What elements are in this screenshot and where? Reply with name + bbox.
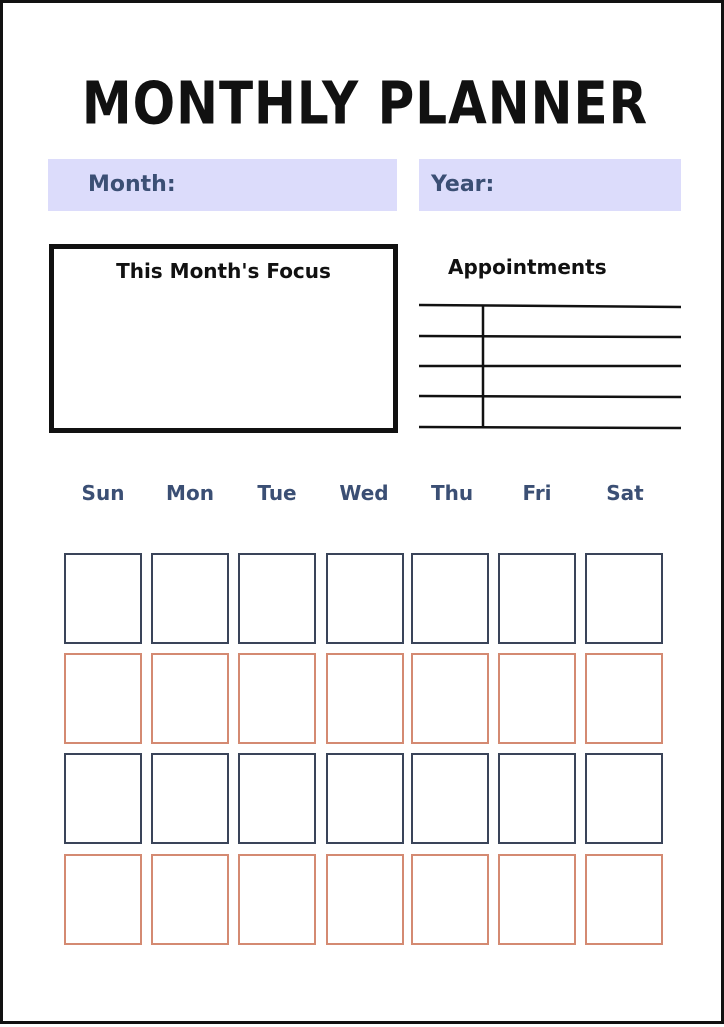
calendar-day-cell[interactable] [151,753,229,844]
calendar-day-cell[interactable] [411,553,489,644]
calendar-day-cell[interactable] [326,753,404,844]
calendar-day-cell[interactable] [585,753,663,844]
calendar-day-cell[interactable] [326,553,404,644]
calendar-day-cell[interactable] [151,854,229,945]
calendar-day-cell[interactable] [64,653,142,744]
weekday-tue: Tue [257,481,297,505]
calendar-day-cell[interactable] [585,854,663,945]
month-field[interactable] [48,159,397,211]
appointment-line [419,427,681,428]
focus-title: This Month's Focus [116,259,331,283]
calendar-day-cell[interactable] [238,553,316,644]
calendar-day-cell[interactable] [64,553,142,644]
weekday-wed: Wed [339,481,389,505]
calendar-day-cell[interactable] [151,553,229,644]
weekday-sat: Sat [606,481,644,505]
calendar-day-cell[interactable] [238,854,316,945]
weekday-fri: Fri [522,481,552,505]
calendar-day-cell[interactable] [151,653,229,744]
calendar-day-cell[interactable] [498,653,576,744]
weekday-thu: Thu [430,481,474,505]
year-label: Year: [431,172,495,197]
appointment-line [419,396,681,397]
page-title: MONTHLY PLANNER [81,69,649,138]
month-label: Month: [88,172,176,197]
calendar-day-cell[interactable] [585,653,663,744]
weekday-header [3,481,724,511]
appointment-line [419,336,681,337]
calendar-day-cell[interactable] [411,653,489,744]
calendar-day-cell[interactable] [498,753,576,844]
weekday-mon: Mon [166,481,214,505]
calendar-day-cell[interactable] [326,854,404,945]
calendar-day-cell[interactable] [238,653,316,744]
calendar-day-cell[interactable] [326,653,404,744]
calendar-day-cell[interactable] [498,854,576,945]
appointments-title: Appointments [448,255,607,279]
calendar-day-cell[interactable] [64,854,142,945]
calendar-day-cell[interactable] [411,854,489,945]
calendar-day-cell[interactable] [64,753,142,844]
calendar-day-cell[interactable] [585,553,663,644]
weekday-sun: Sun [81,481,125,505]
calendar-day-cell[interactable] [411,753,489,844]
focus-box[interactable] [49,244,398,433]
appointment-line [419,305,681,307]
calendar-day-cell[interactable] [238,753,316,844]
calendar-day-cell[interactable] [498,553,576,644]
calendar-grid [3,3,724,1027]
appointments-lines[interactable] [417,301,685,433]
year-field[interactable] [419,159,681,211]
